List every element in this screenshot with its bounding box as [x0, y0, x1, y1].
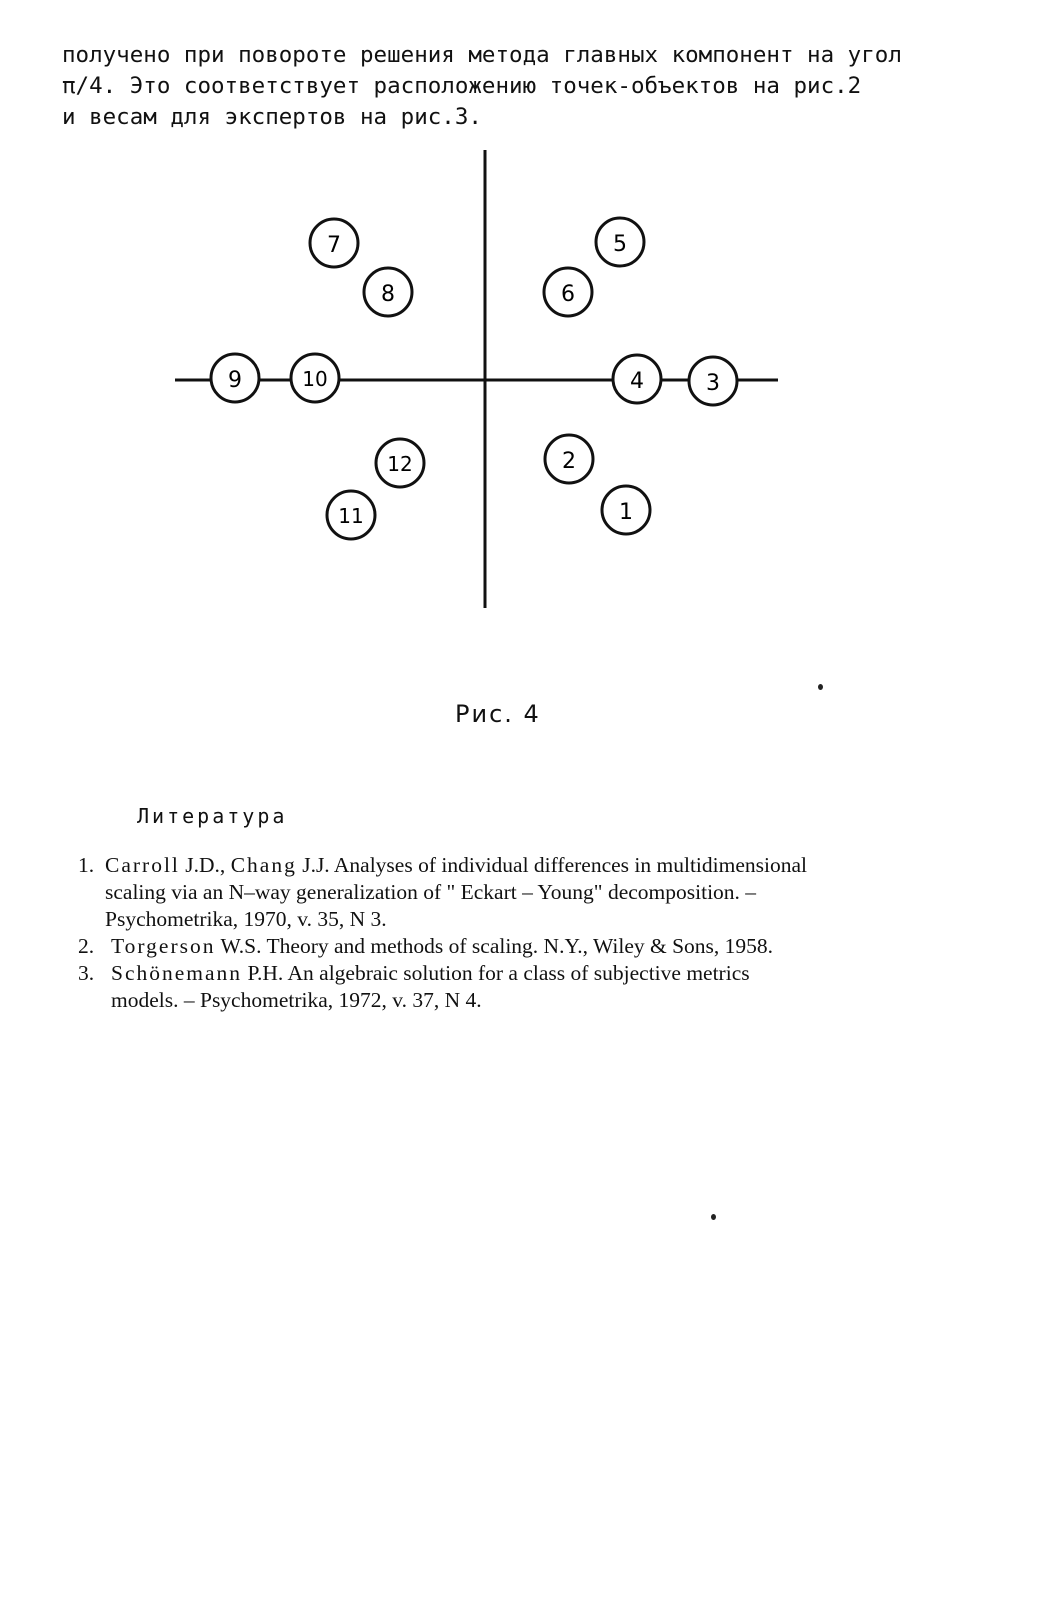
- reference-title: Theory and methods of scaling. N.Y., Wiley & Sons, 1958.: [266, 934, 774, 958]
- figure-caption: Рис. 4: [455, 700, 541, 728]
- point-4: [613, 355, 661, 403]
- literature-heading: Литература: [137, 804, 288, 828]
- svg-text:4: 4: [630, 369, 644, 394]
- reference-title: Analyses of individual differences in multidimensional: [333, 853, 807, 877]
- reference-text: models. – Psychometrika, 1972, v. 37, N 4.: [111, 988, 482, 1012]
- point-1: [602, 486, 650, 534]
- reference-author: Torgerson: [111, 934, 216, 958]
- reference-number: 3.: [78, 961, 95, 985]
- intro-line-2: π/4. Это соответствует расположению точек-объектов на рис.2: [62, 73, 862, 99]
- point-5: [596, 218, 644, 266]
- point-8: [364, 268, 412, 316]
- svg-text:9: 9: [228, 368, 242, 393]
- reference-item: [78, 852, 978, 933]
- point-7: [310, 219, 358, 267]
- point-11: [327, 491, 375, 539]
- svg-text:10: 10: [302, 367, 328, 391]
- reference-author: Carroll: [105, 853, 180, 877]
- svg-text:2: 2: [562, 449, 576, 474]
- reference-number: 2.: [78, 934, 95, 958]
- svg-text:6: 6: [561, 282, 575, 307]
- svg-text:12: 12: [387, 452, 413, 476]
- point-3: [689, 357, 737, 405]
- reference-author: Schönemann: [111, 961, 243, 985]
- point-12: [376, 439, 424, 487]
- reference-author-initials: P.H.: [247, 961, 284, 985]
- reference-number: 1.: [78, 853, 95, 877]
- reference-text: scaling via an N–way generalization of " Eckart – Young" decomposition. –: [105, 880, 757, 904]
- intro-line-3: и весам для экспертов на рис.3.: [62, 104, 482, 130]
- scan-speck: [818, 684, 823, 690]
- reference-author-initials: J.J.: [302, 853, 330, 877]
- point-9: [211, 354, 259, 402]
- reference-title: An algebraic solution for a class of subjective metrics: [287, 961, 750, 985]
- reference-text: Psychometrika, 1970, v. 35, N 3.: [105, 907, 387, 931]
- svg-text:11: 11: [338, 504, 364, 528]
- point-10: [291, 354, 339, 402]
- point-6: [544, 268, 592, 316]
- intro-line-1: получено при повороте решения метода главных компонент на угол: [62, 42, 902, 68]
- svg-text:1: 1: [619, 500, 633, 525]
- point-2: [545, 435, 593, 483]
- svg-text:3: 3: [706, 371, 720, 396]
- svg-text:5: 5: [613, 232, 627, 257]
- reference-author-initials: W.S.: [220, 934, 262, 958]
- reference-list: [78, 852, 978, 1014]
- svg-text:7: 7: [327, 233, 341, 258]
- reference-author-initials: J.D.,: [185, 853, 226, 877]
- figure-4: [0, 0, 1041, 700]
- scan-speck: [711, 1214, 716, 1220]
- reference-author: Chang: [230, 853, 297, 877]
- svg-text:8: 8: [381, 282, 395, 307]
- reference-item: [78, 933, 978, 960]
- reference-item: [78, 960, 978, 1014]
